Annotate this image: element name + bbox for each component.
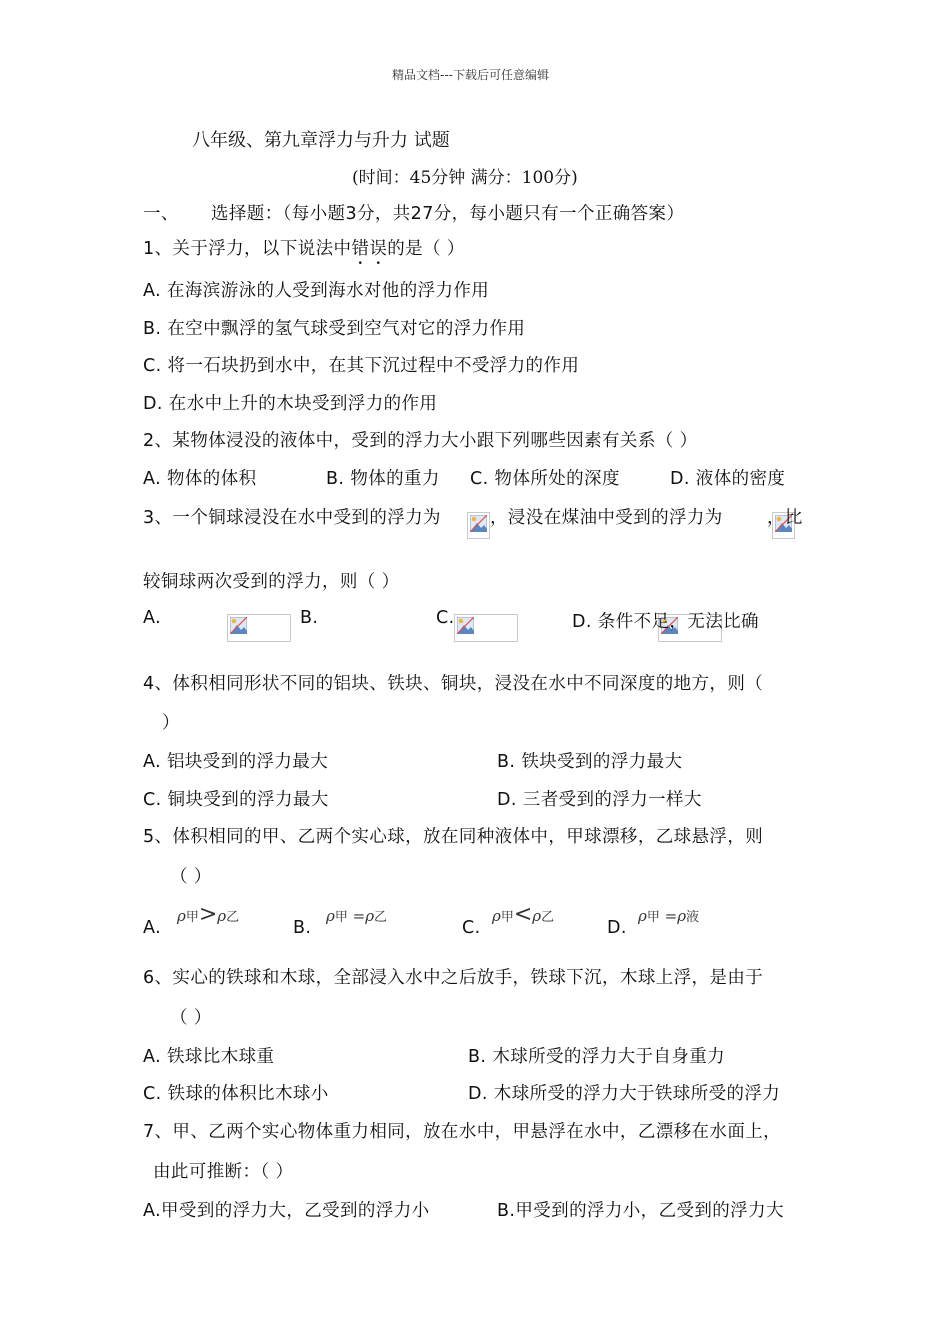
q5-stem-line2: （ ） <box>170 867 212 887</box>
q2-option-a: A. 物体的体积 <box>143 469 257 489</box>
q6-option-d: D. 木球所受的浮力大于铁球所受的浮力 <box>468 1084 781 1104</box>
q1-option-b: B. 在空中飘浮的氢气球受到空气对它的浮力作用 <box>143 319 526 339</box>
q7-option-b: B.甲受到的浮力小，乙受到的浮力大 <box>497 1201 784 1221</box>
q5-option-b-formula: ρ甲 =ρ乙 <box>326 907 388 925</box>
q3-option-b: B. <box>300 608 319 628</box>
q6-option-a: A. 铁球比木球重 <box>143 1047 275 1067</box>
q3-option-c: C. <box>436 608 455 628</box>
q3-stem-line2: 较铜球两次受到的浮力，则（ ） <box>143 572 400 592</box>
q5-option-d-formula: ρ甲 =ρ液 <box>638 907 700 925</box>
q6-option-c: C. 铁球的体积比木球小 <box>143 1084 329 1104</box>
q5-option-b: B. <box>293 918 312 938</box>
q4-stem-line2: ） <box>162 713 180 733</box>
q7-option-a: A.甲受到的浮力大，乙受到的浮力小 <box>143 1201 430 1221</box>
q3-option-b-image <box>454 614 518 642</box>
q3-broken-image-1 <box>467 512 490 539</box>
q1-option-d: D. 在水中上升的木块受到浮力的作用 <box>143 394 438 414</box>
page-subtitle: (时间：45分钟 满分：100分) <box>352 168 578 188</box>
q5-option-c-formula: ρ甲<ρ乙 <box>492 902 555 927</box>
q2-stem: 2、某物体浸没的液体中，受到的浮力大小跟下列哪些因素有关系（ ） <box>143 431 698 451</box>
q2-option-b: B. 物体的重力 <box>326 469 440 489</box>
q6-stem: 6、实心的铁球和木球，全部浸入水中之后放手，铁球下沉，木球上浮，是由于 <box>143 968 764 988</box>
q1-stem-pre: 1、关于浮力，以下说法中 <box>143 239 352 259</box>
q3-stem-part3: ，比 <box>767 508 803 528</box>
q3-stem-part2: ，浸没在煤油中受到的浮力为 <box>490 508 723 528</box>
q6-stem-line2: （ ） <box>170 1008 212 1028</box>
q6-option-b: B. 木球所受的浮力大于自身重力 <box>468 1047 726 1067</box>
q4-stem: 4、体积相同形状不同的铝块、铁块、铜块，浸没在水中不同深度的地方，则（ <box>143 674 764 694</box>
q5-option-d: D. <box>607 918 627 938</box>
q7-stem: 7、甲、乙两个实心物体重力相同，放在水中，甲悬浮在水中，乙漂移在水面上， <box>143 1122 782 1142</box>
q2-option-c: C. 物体所处的深度 <box>470 469 620 489</box>
image-placeholder-icon <box>470 515 487 532</box>
q1-stem <box>143 235 465 269</box>
q3-option-a: A. <box>143 608 162 628</box>
q3-stem-part1: 3、一个铜球浸没在水中受到的浮力为 <box>143 508 441 528</box>
q3-option-a-image <box>227 614 291 642</box>
q1-stem-emph: 错误 <box>351 239 388 259</box>
page-title: 八年级、第九章浮力与升力 试题 <box>192 130 450 151</box>
section-heading: 选择题：（每小题3分，共27分，每小题只有一个正确答案） <box>211 204 685 224</box>
image-placeholder-icon <box>230 617 247 634</box>
section-number: 一、 <box>143 204 179 224</box>
q7-stem-line2: 由此可推断：（ ） <box>153 1162 294 1182</box>
q1-option-a: A. 在海滨游泳的人受到海水对他的浮力作用 <box>143 281 490 301</box>
q4-option-d: D. 三者受到的浮力一样大 <box>497 790 702 810</box>
q5-option-c: C. <box>462 918 481 938</box>
q5-option-a: A. <box>143 918 162 938</box>
q4-option-b: B. 铁块受到的浮力最大 <box>497 752 683 772</box>
page-header: 精品文档---下载后可任意编辑 <box>392 68 549 82</box>
q1-option-c: C. 将一石块扔到水中，在其下沉过程中不受浮力的作用 <box>143 356 580 376</box>
q4-option-a: A. 铝块受到的浮力最大 <box>143 752 329 772</box>
image-placeholder-icon <box>457 617 474 634</box>
q5-option-a-formula: ρ甲>ρ乙 <box>177 902 240 927</box>
q5-stem: 5、体积相同的甲、乙两个实心球，放在同种液体中，甲球漂移，乙球悬浮，则 <box>143 827 764 847</box>
q1-stem-post: 的是（ ） <box>387 239 465 259</box>
q4-option-c: C. 铜块受到的浮力最大 <box>143 790 329 810</box>
q3-option-d: D. 条件不足，无法比确 <box>572 612 759 632</box>
q2-option-d: D. 液体的密度 <box>670 469 786 489</box>
